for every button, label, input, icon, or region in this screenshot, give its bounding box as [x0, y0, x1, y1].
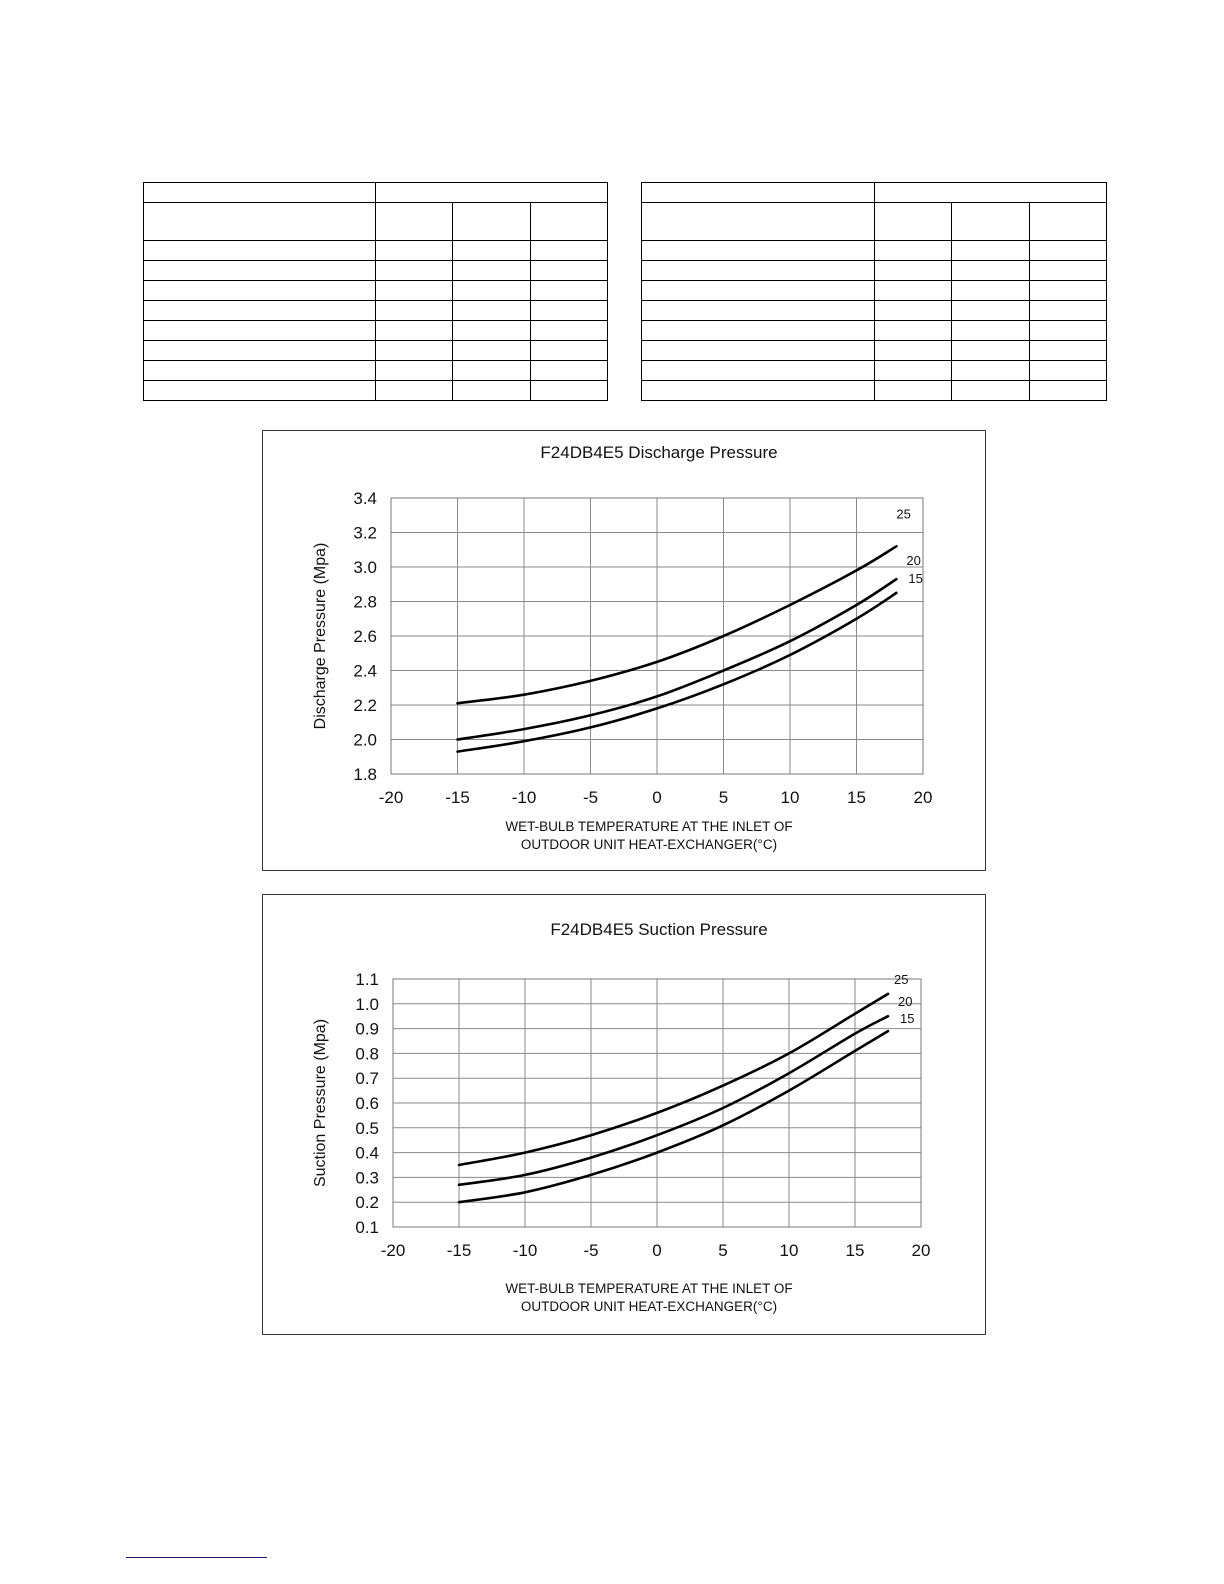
- table-cell: [376, 203, 453, 241]
- table-cell: [453, 203, 530, 241]
- series-label-15: 15: [900, 1011, 915, 1027]
- series-line-20: [458, 579, 897, 739]
- x-tick-label: -10: [512, 1241, 538, 1260]
- table-cell: [144, 203, 376, 241]
- y-tick-label: 0.3: [355, 1168, 379, 1188]
- y-axis-label: Discharge Pressure (Mpa): [312, 542, 329, 730]
- x-tick-label: 0: [652, 788, 662, 807]
- table-row: [642, 381, 1107, 401]
- table-cell: [874, 203, 952, 241]
- x-tick-label: 20: [911, 1241, 931, 1260]
- y-tick-label: 3.2: [353, 523, 377, 543]
- y-tick-label: 3.0: [353, 558, 377, 577]
- x-tick-label: 20: [913, 788, 933, 807]
- y-tick-label: 0.9: [355, 1019, 379, 1039]
- chart-title: F24DB4E5 Suction Pressure: [550, 920, 768, 939]
- x-tick-label: 5: [718, 788, 729, 807]
- x-tick-label: 10: [779, 1241, 799, 1260]
- table-cell: [144, 183, 376, 203]
- series-label-15: 15: [908, 570, 923, 586]
- chart-title: F24DB4E5 Discharge Pressure: [540, 443, 778, 462]
- empty-table-right: [641, 182, 1107, 401]
- table-row: [144, 341, 608, 361]
- discharge-pressure-chart: [263, 431, 987, 872]
- discharge-chart-frame: [262, 430, 986, 871]
- x-tick-label: -10: [511, 788, 537, 807]
- x-tick-label: 15: [845, 1241, 865, 1260]
- series-label-20: 20: [906, 553, 921, 569]
- table-row: [642, 321, 1107, 341]
- series-label-25: 25: [894, 971, 909, 987]
- table-row: [144, 241, 608, 261]
- y-tick-label: 0.4: [355, 1143, 379, 1163]
- x-tick-label: 0: [652, 1241, 662, 1260]
- table-row: [144, 301, 608, 321]
- y-tick-label: 2.6: [353, 627, 377, 646]
- table-cell: [952, 203, 1030, 241]
- table-row: [642, 301, 1107, 321]
- table-row: [144, 321, 608, 341]
- series-line-25: [458, 546, 897, 703]
- x-tick-label: -20: [380, 1241, 406, 1260]
- y-axis-label: Suction Pressure (Mpa): [312, 1018, 329, 1188]
- x-tick-label: -15: [446, 1241, 472, 1260]
- suction-pressure-chart: [263, 895, 987, 1336]
- y-tick-label: 3.4: [353, 489, 377, 508]
- x-tick-label: -20: [378, 788, 404, 807]
- y-tick-label: 1.8: [353, 765, 377, 784]
- series-line-25: [459, 994, 888, 1165]
- table-header-row: [642, 183, 1107, 203]
- footnote-rule: [126, 1557, 267, 1558]
- plot-grid: [393, 979, 921, 1227]
- table-header-row: [144, 183, 608, 203]
- table-cell: [642, 203, 875, 241]
- y-tick-label: 1.1: [355, 970, 379, 989]
- table-cell: [642, 183, 875, 203]
- table-row: [144, 361, 608, 381]
- suction-chart-frame: [262, 894, 986, 1335]
- y-tick-label: 0.8: [355, 1044, 379, 1064]
- series-line-15: [458, 593, 897, 752]
- y-tick-label: 2.8: [353, 592, 377, 612]
- y-tick-label: 2.2: [353, 696, 377, 715]
- x-tick-label: 5: [718, 1241, 728, 1260]
- table-row: [642, 261, 1107, 281]
- x-tick-label: -5: [582, 788, 599, 807]
- plot-grid: [391, 498, 923, 774]
- table-header-row: [144, 203, 608, 241]
- x-tick-label: -5: [583, 1241, 599, 1260]
- table-cell: [874, 183, 1107, 203]
- x-tick-label: 15: [847, 788, 866, 807]
- y-tick-label: 0.6: [355, 1094, 379, 1113]
- empty-table-left: [143, 182, 608, 401]
- x-axis-label-line: WET-BULB TEMPERATURE AT THE INLET OF: [505, 1281, 793, 1296]
- y-tick-label: 2.0: [353, 730, 377, 750]
- x-axis-label-line: OUTDOOR UNIT HEAT-EXCHANGER(°C): [520, 1299, 778, 1314]
- y-tick-label: 0.1: [355, 1218, 379, 1237]
- y-tick-label: 2.4: [353, 661, 377, 681]
- table-cell: [376, 183, 608, 203]
- series-label-25: 25: [896, 506, 911, 522]
- table-cell: [530, 203, 607, 241]
- table-row: [144, 261, 608, 281]
- table-row: [642, 361, 1107, 381]
- y-tick-label: 0.5: [355, 1118, 379, 1138]
- series-line-20: [459, 1016, 888, 1185]
- series-label-20: 20: [898, 994, 913, 1010]
- table-row: [642, 281, 1107, 301]
- x-tick-label: -15: [445, 788, 470, 807]
- table-header-row: [642, 203, 1107, 241]
- x-axis-label-line: WET-BULB TEMPERATURE AT THE INLET OF: [505, 819, 793, 834]
- y-tick-label: 0.7: [355, 1069, 379, 1089]
- table-row: [144, 381, 608, 401]
- x-axis-label-line: OUTDOOR UNIT HEAT-EXCHANGER(°C): [520, 837, 778, 852]
- table-cell: [1029, 203, 1107, 241]
- table-row: [642, 241, 1107, 261]
- y-tick-label: 0.2: [355, 1193, 379, 1213]
- table-row: [144, 281, 608, 301]
- table-row: [642, 341, 1107, 361]
- y-tick-label: 1.0: [355, 994, 379, 1014]
- x-tick-label: 10: [780, 788, 800, 807]
